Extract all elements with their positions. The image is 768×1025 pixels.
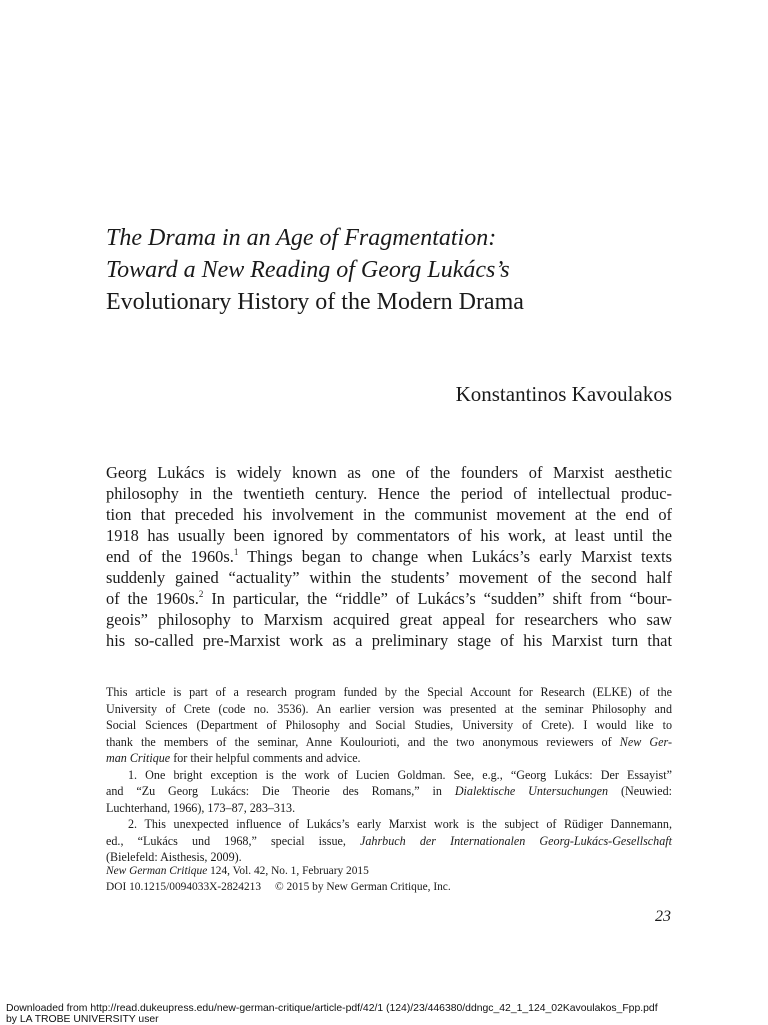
body-line: 1918 has usually been ignored by commentators of his work, at least until the — [106, 526, 672, 545]
author-name: Konstantinos Kavoulakos — [455, 382, 672, 406]
publication-info — [106, 864, 451, 895]
title-line-3: Evolutionary History of the Modern Drama — [106, 289, 524, 315]
body-line: philosophy in the twentieth century. Hence the period of intellectual produc- — [106, 484, 672, 503]
body-line: tion that preceded his involvement in the communist movement at the end of — [106, 505, 672, 524]
citation-line — [106, 864, 451, 880]
body-text-segment: end of the 1960s. — [106, 547, 234, 566]
footnote-text-segment: and “Zu Georg Lukács: Die Theorie des Romans,” in — [106, 784, 455, 798]
footnote-1-line — [106, 783, 672, 800]
issue-info: 124, Vol. 42, No. 1, February 2015 — [207, 865, 369, 877]
footnote-text-segment: for their helpful comments and advice. — [170, 751, 361, 765]
footnote-2-line: (Bielefeld: Aisthesis, 2009). — [106, 850, 242, 864]
journal-name-italic: man Critique — [106, 751, 171, 765]
acknowledgment-line: University of Crete (code no. 3536). An earlier version was presented at the seminar Philosophy and — [106, 701, 672, 716]
footnote-ref-1[interactable]: 1 — [233, 546, 239, 557]
doi[interactable]: DOI 10.1215/0094033X-2824213 — [106, 880, 262, 893]
body-line: his so-called pre-Marxist work as a preliminary stage of his Marxist turn that — [106, 631, 672, 650]
body-line: Georg Lukács is widely known as one of the founders of Marxist aesthetic — [106, 463, 672, 482]
title-line-1: The Drama in an Age of Fragmentation: — [106, 225, 497, 251]
footnote-ref-2[interactable]: 2 — [198, 588, 204, 599]
page-number: 23 — [655, 908, 671, 925]
journal-title-italic: Jahrbuch der Internationalen Georg-Lukács-Gesellschaft — [360, 833, 672, 848]
acknowledgment-line: Social Sciences (Department of Philosophy and Social Studies, University of Crete). I would like to — [106, 718, 672, 732]
body-text-segment: In particular, the “riddle” of Lukács’s “sudden” shift from “bour- — [203, 589, 672, 608]
body-line — [106, 546, 672, 567]
body-line — [106, 588, 672, 609]
article-title — [106, 222, 686, 318]
title-line-2: Toward a New Reading of Georg Lukács’s — [106, 257, 510, 283]
journal-name: New German Critique — [106, 865, 208, 877]
footnote-text-segment: thank the members of the seminar, Anne Koulourioti, and the two anonymous reviewers of — [106, 734, 620, 749]
footnote-text-segment: (Neuwied: — [608, 784, 672, 798]
footnote-2-line — [106, 833, 672, 850]
copyright: © 2015 by New German Critique, Inc. — [275, 880, 451, 893]
download-notice — [6, 1003, 658, 1025]
body-text — [106, 462, 672, 651]
download-user: by LA TROBE UNIVERSITY user — [6, 1014, 159, 1025]
body-text-segment: of the 1960s. — [106, 589, 199, 608]
body-text-segment: Things began to change when Lukács’s early Marxist texts — [238, 547, 672, 566]
body-line: suddenly gained “actuality” within the students’ movement of the second half — [106, 568, 672, 587]
download-url[interactable]: Downloaded from http://read.dukeupress.edu/new-german-critique/article-pdf/42/1 (124)/23/446380/ddngc_42_1_124_02Kavoulakos_Fpp.pdf — [6, 1003, 658, 1014]
acknowledgment-line — [106, 750, 672, 767]
footnote-2-line: 2. This unexpected influence of Lukács’s early Marxist work is the subject of Rüdiger Dannemann, — [128, 817, 672, 831]
body-line: geois” philosophy to Marxism acquired great appeal for researchers who saw — [106, 610, 672, 629]
acknowledgment-line: This article is part of a research program funded by the Special Account for Research (ELKE) of the — [106, 685, 672, 699]
doi-line — [106, 880, 451, 896]
journal-name-italic: New Ger- — [619, 734, 672, 749]
book-title-italic: Dialektische Untersuchungen — [454, 784, 609, 798]
footnotes — [106, 684, 672, 866]
footnote-text-segment: ed., “Lukács und 1968,” special issue, — [106, 833, 361, 848]
footnote-1-line: Luchterhand, 1966), 173–87, 283–313. — [106, 800, 296, 815]
footnote-1-line: 1. One bright exception is the work of Lucien Goldman. See, e.g., “Georg Lukács: Der Essayist” — [128, 767, 672, 782]
acknowledgment-line — [106, 734, 672, 751]
